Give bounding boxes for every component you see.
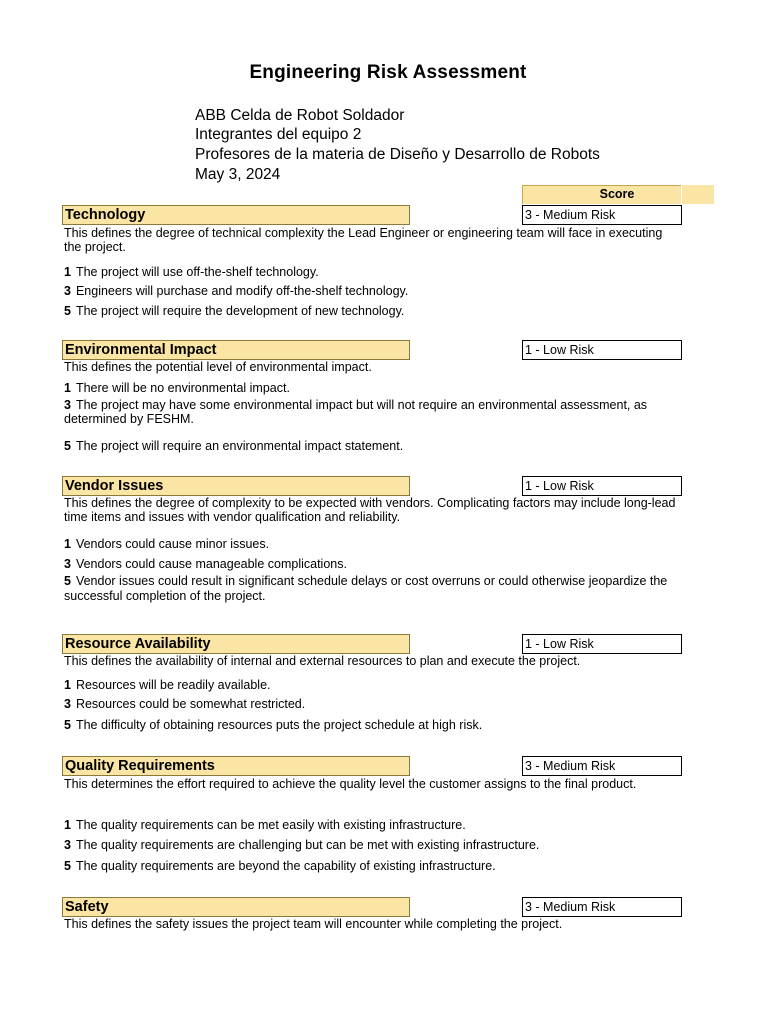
criteria-score: 1: [64, 818, 71, 832]
criteria-item: [64, 398, 684, 426]
criteria-item: [64, 838, 684, 853]
criteria-score: 3: [64, 838, 71, 852]
criteria-score: 1: [64, 265, 71, 279]
criteria-score: 1: [64, 381, 71, 395]
risk-score-select[interactable]: 3 - Medium Risk: [522, 756, 682, 776]
risk-score-select[interactable]: 1 - Low Risk: [522, 340, 682, 360]
score-column-header: [522, 185, 714, 204]
criteria-item: [64, 439, 684, 454]
criteria-score: 5: [64, 439, 71, 453]
section-heading: Technology: [62, 205, 410, 225]
criteria-text: The quality requirements are beyond the capability of existing infrastructure.: [75, 859, 496, 873]
section-heading: Resource Availability: [62, 634, 410, 654]
criteria-text: Vendor issues could result in significant schedule delays or cost overruns or could otherwise jeopardize the successful completion of the project.: [64, 574, 668, 603]
risk-score-select[interactable]: 1 - Low Risk: [522, 634, 682, 654]
criteria-score: 1: [64, 537, 71, 551]
criteria-text: The project will use off-the-shelf technology.: [75, 265, 319, 279]
criteria-text: The project may have some environmental impact but will not require an environmental assessment, as determined by FESHM.: [64, 398, 648, 426]
criteria-score: 3: [64, 284, 71, 298]
section-description: This defines the degree of complexity to be expected with vendors. Complicating factors may include long-lead time items and issues with vendor qualification and reliability.: [64, 496, 676, 524]
section-heading: Vendor Issues: [62, 476, 410, 496]
section-description: This defines the potential level of environmental impact.: [64, 360, 372, 374]
meta-value[interactable]: May 3, 2024: [195, 166, 281, 183]
criteria-score: 5: [64, 718, 71, 732]
criteria-score: 3: [64, 557, 71, 571]
criteria-score: 3: [64, 398, 71, 412]
criteria-item: [64, 284, 684, 299]
criteria-item: [64, 304, 684, 319]
meta-value[interactable]: Integrantes del equipo 2: [195, 126, 362, 143]
criteria-text: The project will require the development of new technology.: [75, 304, 405, 318]
section-heading: Environmental Impact: [62, 340, 410, 360]
criteria-text: There will be no environmental impact.: [75, 381, 290, 395]
section-description: This defines the safety issues the project team will encounter while completing the project.: [64, 917, 563, 931]
criteria-score: 5: [64, 304, 71, 318]
criteria-item: [64, 697, 684, 712]
criteria-item: [64, 818, 684, 833]
criteria-item: [64, 678, 684, 693]
section-heading: Safety: [62, 897, 410, 917]
score-header-label: Score: [599, 187, 635, 201]
criteria-text: Vendors could cause minor issues.: [75, 537, 270, 551]
criteria-score: 3: [64, 697, 71, 711]
criteria-text: Resources could be somewhat restricted.: [75, 697, 306, 711]
section-description: This determines the effort required to achieve the quality level the customer assigns to the final product.: [64, 777, 637, 791]
risk-score-select[interactable]: 3 - Medium Risk: [522, 897, 682, 917]
meta-value[interactable]: Profesores de la materia de Diseño y Desarrollo de Robots: [195, 146, 600, 163]
risk-score-select[interactable]: 3 - Medium Risk: [522, 205, 682, 225]
criteria-item: [64, 557, 684, 572]
criteria-text: The quality requirements are challenging but can be met with existing infrastructure.: [75, 838, 540, 852]
criteria-item: [64, 381, 684, 396]
criteria-score: 5: [64, 574, 71, 588]
criteria-score: 1: [64, 678, 71, 692]
criteria-item: [64, 574, 684, 604]
section-description: This defines the availability of internal and external resources to plan and execute the project.: [64, 654, 581, 668]
section-description: This defines the degree of technical complexity the Lead Engineer or engineering team will face in executing the project.: [64, 226, 663, 254]
criteria-text: The difficulty of obtaining resources puts the project schedule at high risk.: [75, 718, 483, 732]
criteria-text: The project will require an environmental impact statement.: [75, 439, 404, 453]
criteria-item: [64, 718, 684, 733]
criteria-text: The quality requirements can be met easily with existing infrastructure.: [75, 818, 466, 832]
criteria-text: Resources will be readily available.: [75, 678, 271, 692]
meta-value[interactable]: ABB Celda de Robot Soldador: [195, 107, 405, 124]
section-heading: Quality Requirements: [62, 756, 410, 776]
criteria-text: Engineers will purchase and modify off-the-shelf technology.: [75, 284, 409, 298]
risk-score-select[interactable]: 1 - Low Risk: [522, 476, 682, 496]
criteria-item: [64, 537, 684, 552]
criteria-text: Vendors could cause manageable complications.: [75, 557, 347, 571]
page-title: Engineering Risk Assessment: [249, 62, 527, 83]
criteria-score: 5: [64, 859, 71, 873]
criteria-item: [64, 265, 684, 280]
criteria-item: [64, 859, 684, 874]
